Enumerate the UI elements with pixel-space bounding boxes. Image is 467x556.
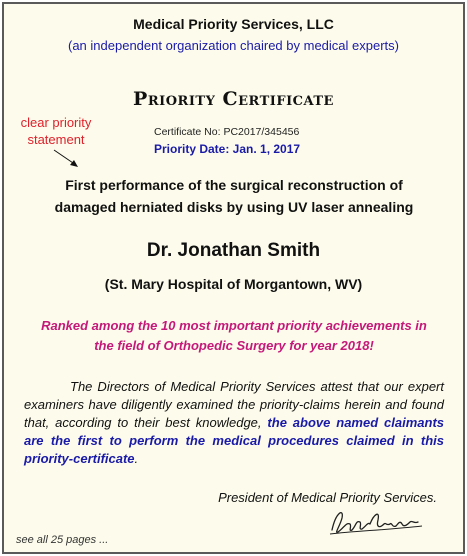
ranking-line-2: the field of Orthopedic Surgery for year 2018! bbox=[94, 338, 374, 353]
achievement-line-2: damaged herniated disks by using UV laser annealing bbox=[54, 199, 414, 215]
attestation-text: The Directors of Medical Priority Services attest that our expert examiners have diligently examined the priority-claims herein and found that, according to their best knowledge, bbox=[24, 379, 444, 430]
recipient-affiliation: (St. Mary Hospital of Morgantown, WV) bbox=[104, 276, 363, 292]
annotation-line-1: clear priority bbox=[20, 115, 92, 130]
annotation-note bbox=[12, 114, 100, 148]
certificate-number: Certificate No: PC2017/345456 bbox=[154, 126, 300, 138]
organization-subtitle: (an independent organization chaired by medical experts) bbox=[68, 38, 399, 53]
president-line: President of Medical Priority Services. bbox=[218, 490, 437, 505]
attestation-highlight: the above named claimants are the first to perform the medical procedures claimed in this priority-certificate bbox=[24, 415, 445, 466]
achievement-line-1: First performance of the surgical reconstruction of bbox=[65, 177, 403, 193]
attestation-paragraph bbox=[24, 378, 444, 468]
certificate-title: Priority Certificate bbox=[133, 88, 334, 110]
signature bbox=[326, 504, 426, 540]
recipient-name: Dr. Jonathan Smith bbox=[146, 240, 321, 261]
arrow-icon bbox=[52, 148, 82, 170]
achievement-statement bbox=[24, 174, 444, 218]
ranking-line-1: Ranked among the 10 most important priority achievements in bbox=[41, 318, 427, 333]
annotation-line-2: statement bbox=[27, 132, 85, 147]
organization-name: Medical Priority Services, LLC bbox=[133, 16, 334, 32]
see-all-pages-link[interactable]: see all 25 pages ... bbox=[16, 534, 109, 546]
attestation-end: . bbox=[134, 451, 139, 466]
priority-date: Priority Date: Jan. 1, 2017 bbox=[154, 142, 301, 156]
ranking-statement bbox=[14, 316, 454, 356]
certificate bbox=[2, 2, 465, 554]
